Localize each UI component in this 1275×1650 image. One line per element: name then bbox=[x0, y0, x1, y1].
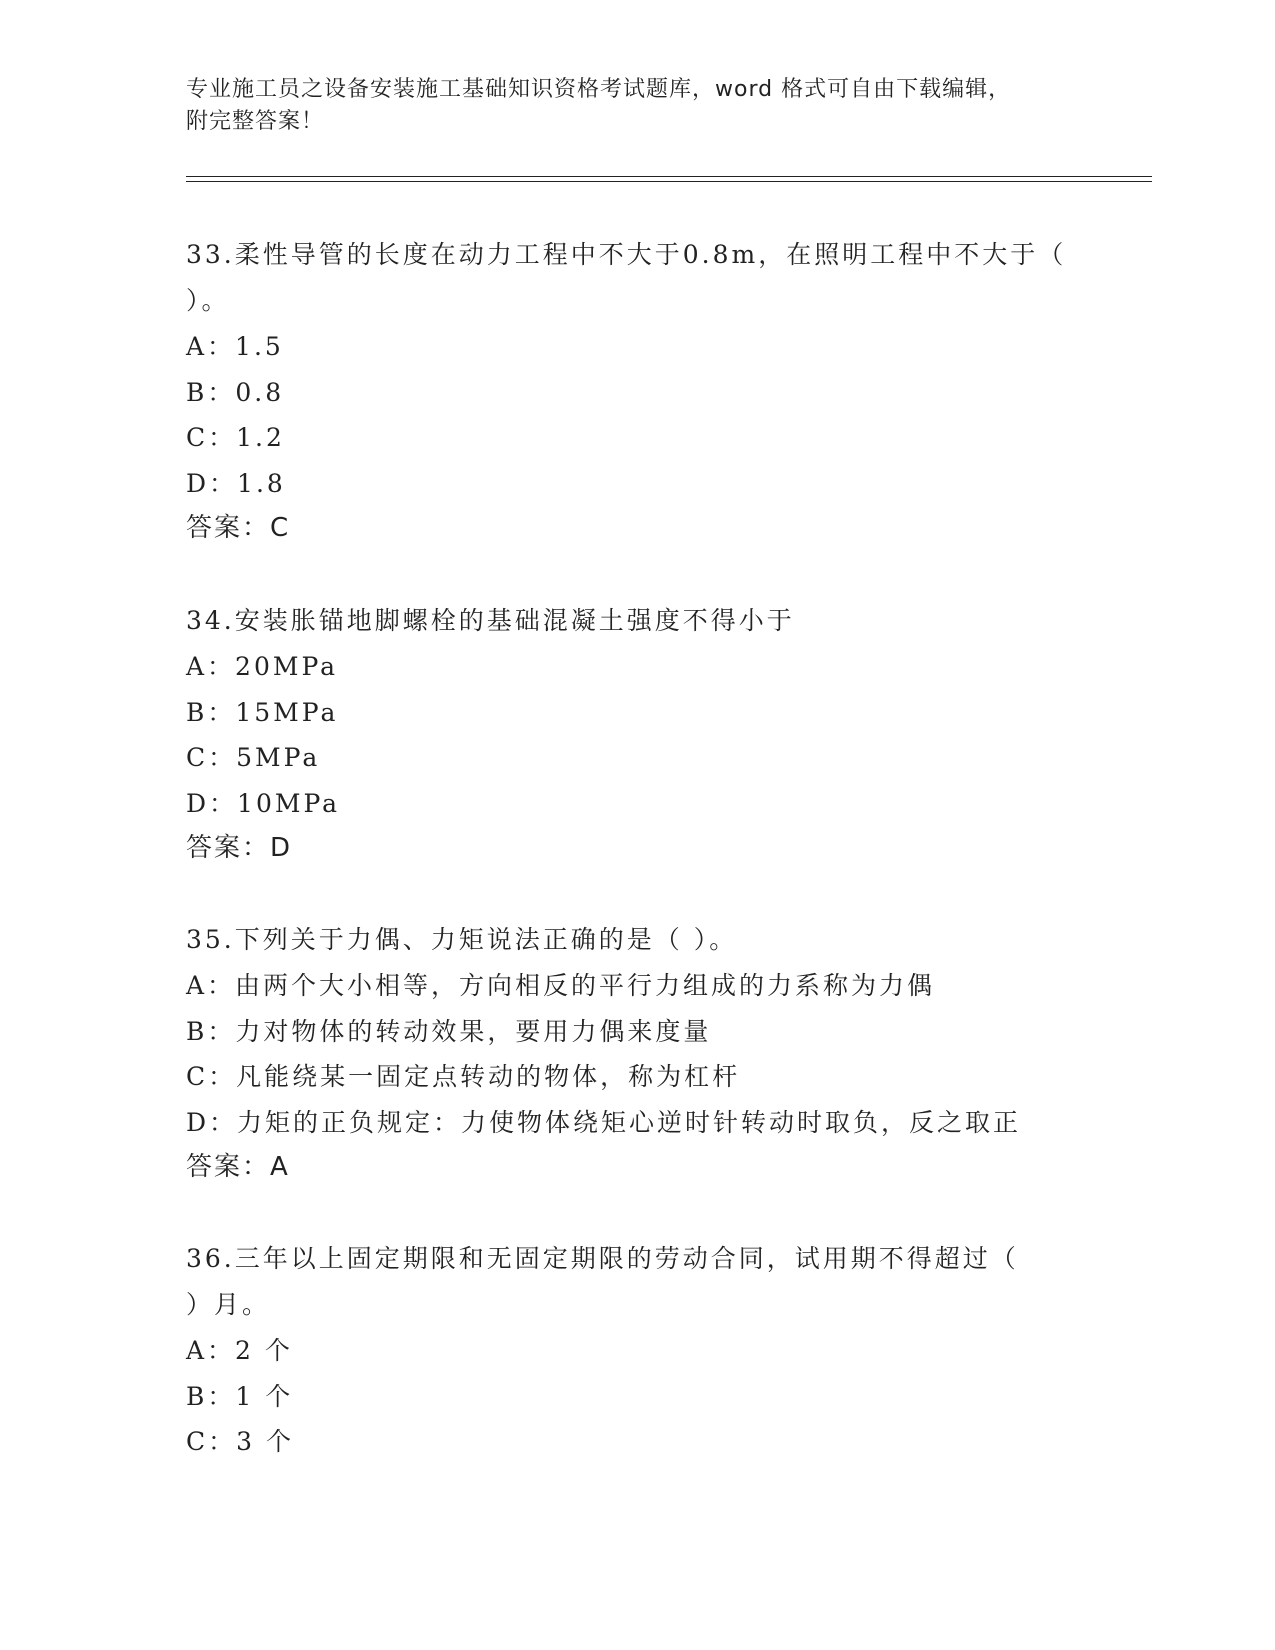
header-divider-bottom bbox=[186, 181, 1152, 182]
option-a: A：2 个 bbox=[186, 1336, 293, 1365]
option-d: D：10MPa bbox=[186, 788, 341, 818]
header-line-2: 附完整答案！ bbox=[186, 109, 325, 134]
question-stem: 35.下列关于力偶、力矩说法正确的是（ ）。 bbox=[186, 925, 738, 954]
option-b: B：15MPa bbox=[186, 697, 339, 727]
question-33 bbox=[186, 232, 1106, 552]
question-stem: 36.三年以上固定期限和无固定期限的劳动合同，试用期不得超过（ bbox=[186, 1244, 1019, 1273]
document-header bbox=[186, 74, 1086, 138]
question-stem: 34.安装胀锚地脚螺栓的基础混凝土强度不得小于 bbox=[186, 606, 795, 635]
option-a: A：由两个大小相等，方向相反的平行力组成的力系称为力偶 bbox=[186, 971, 936, 1000]
option-c: C：1.2 bbox=[186, 423, 285, 452]
header-divider-top bbox=[186, 176, 1152, 177]
option-c: C：5MPa bbox=[186, 743, 321, 772]
question-stem: 33.柔性导管的长度在动力工程中不大于0.8m，在照明工程中不大于（ bbox=[186, 240, 1067, 269]
question-stem-continued: ）月。 bbox=[186, 1290, 271, 1319]
option-b: B：力对物体的转动效果，要用力偶来度量 bbox=[186, 1016, 712, 1046]
question-36 bbox=[186, 1236, 1106, 1465]
answer: 答案：D bbox=[186, 833, 293, 863]
answer: 答案：A bbox=[186, 1152, 290, 1182]
option-c: C：凡能绕某一固定点转动的物体，称为杠杆 bbox=[186, 1062, 741, 1091]
option-b: B：1 个 bbox=[186, 1381, 294, 1411]
option-a: A：20MPa bbox=[186, 652, 339, 681]
option-c: C：3 个 bbox=[186, 1427, 294, 1456]
option-a: A：1.5 bbox=[186, 332, 284, 361]
option-d: D：力矩的正负规定：力使物体绕矩心逆时针转动时取负，反之取正 bbox=[186, 1107, 1022, 1137]
question-35 bbox=[186, 917, 1106, 1191]
header-line-1: 专业施工员之设备安装施工基础知识资格考试题库，word 格式可自由下载编辑， bbox=[186, 77, 1012, 102]
question-stem-continued: ）。 bbox=[186, 286, 230, 315]
option-d: D：1.8 bbox=[186, 468, 286, 498]
option-b: B：0.8 bbox=[186, 377, 285, 407]
question-34 bbox=[186, 598, 1106, 872]
answer: 答案：C bbox=[186, 513, 291, 543]
